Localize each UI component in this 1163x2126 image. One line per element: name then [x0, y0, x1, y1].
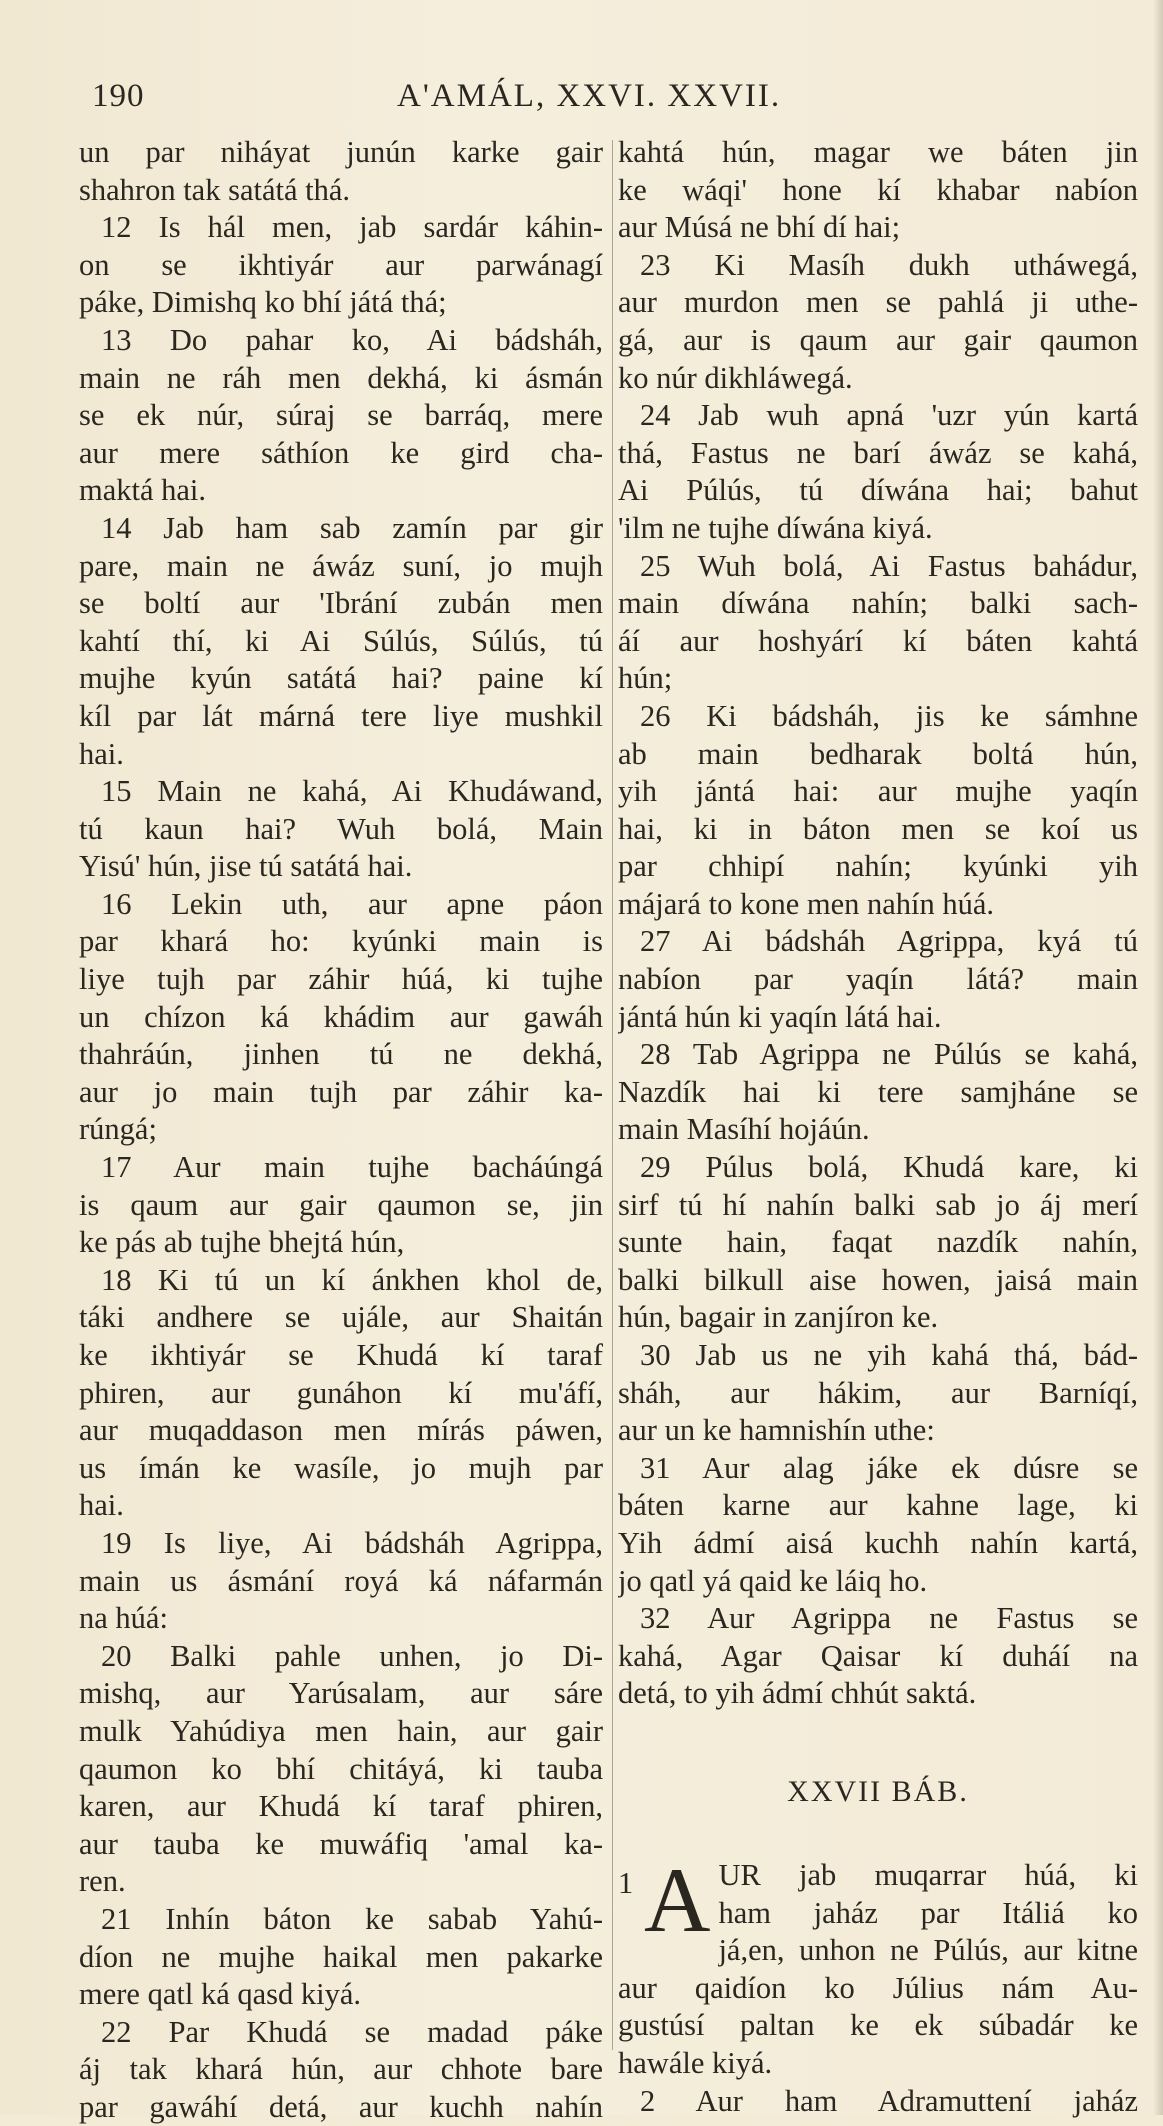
text-line: balki bilkull aise howen, jaisá main — [618, 1262, 1138, 1297]
text-line: nabíon par yaqín látá? main — [618, 962, 1138, 997]
text-line: 21 Inhín báton ke sabab Yahú- — [101, 1901, 603, 1936]
text-line: detá, to yih ádmí chhút saktá. — [618, 1676, 977, 1711]
text-line: 27 Ai bádsháh Agrippa, kyá tú — [640, 924, 1138, 959]
text-line: báten karne aur kahne lage, ki — [618, 1488, 1138, 1523]
text-line: sháh, aur hákim, aur Barníqí, — [618, 1375, 1138, 1410]
left-column — [79, 134, 603, 2126]
text-line: kahtá hún, magar we báten jin — [618, 135, 1138, 169]
text-line: 26 Ki bádsháh, jis ke sámhne — [640, 698, 1138, 733]
text-line: 32 Aur Agrippa ne Fastus se — [640, 1601, 1138, 1636]
text-line: 25 Wuh bolá, Ai Fastus bahádur, — [640, 548, 1138, 583]
text-line: shahron tak satátá thá. — [79, 172, 351, 207]
text-line: Yih ádmí aisá kuchh nahín kartá, — [618, 1525, 1138, 1560]
text-line: Nazdík hai ki tere samjháne se — [618, 1074, 1138, 1109]
text-line: ko núr dikhláwegá. — [618, 360, 853, 395]
text-line: mujhe kyún satátá hai? paine kí — [79, 661, 603, 696]
text-line: main Masíhí hojáún. — [618, 1112, 870, 1147]
text-line: sunte hain, faqat nazdík nahín, — [618, 1225, 1138, 1260]
text-line: aur qaidíon ko Július nám Au- — [618, 1970, 1138, 2005]
text-line: jántá hún ki yaqín látá hai. — [618, 999, 942, 1034]
text-line: 16 Lekin uth, aur apne páon — [101, 886, 603, 921]
column-divider — [612, 140, 613, 2050]
text-line: 15 Main ne kahá, Ai Khudáwand, — [101, 774, 603, 809]
drop-cap-letter: A — [644, 1848, 711, 1951]
text-line: main us ásmání royá ká náfarmán — [79, 1563, 603, 1598]
text-line: 'ilm ne tujhe díwána kiyá. — [618, 510, 933, 545]
text-line: kíl par lát márná tere liye mushkil — [79, 698, 603, 733]
text-line: áí aur hoshyárí kí báten kahtá — [618, 623, 1138, 658]
text-line: un par niháyat junún karke gair — [79, 135, 603, 169]
text-line: jo qatl yá qaid ke láiq ho. — [618, 1563, 928, 1598]
text-line: kahtí thí, ki Ai Súlús, Súlús, tú — [79, 623, 603, 658]
drop-cap — [618, 1848, 711, 1951]
text-line: 31 Aur alag jáke ek dúsre se — [640, 1450, 1138, 1485]
text-line: 14 Jab ham sab zamín par gir — [101, 510, 603, 545]
text-line: qaumon ko bhí chitáyá, ki tauba — [79, 1751, 603, 1786]
text-line: 24 Jab wuh apná 'uzr yún kartá — [640, 398, 1138, 433]
running-head: A'AMÁL, XXVI. XXVII. — [397, 78, 782, 114]
text-line: táki andhere se ujále, aur Shaitán — [79, 1300, 603, 1335]
text-line: díon ne mujhe haikal men pakarke — [79, 1939, 603, 1974]
text-line: 30 Jab us ne yih kahá thá, bád- — [640, 1338, 1138, 1372]
text-line: gá, aur is qaum aur gair qaumon — [618, 322, 1138, 357]
text-line: ke wáqi' hone kí khabar nabíon — [618, 172, 1138, 207]
text-line: tú kaun hai? Wuh bolá, Main — [79, 811, 603, 846]
text-line: 13 Do pahar ko, Ai bádsháh, — [101, 322, 603, 357]
text-line: Yisú' hún, jise tú satátá hai. — [79, 849, 413, 884]
text-line: hai. — [79, 1488, 124, 1523]
text-line: rúngá; — [79, 1112, 157, 1147]
text-line: aur un ke hamnishín uthe: — [618, 1413, 935, 1448]
text-line: liye tujh par záhir húá, ki tujhe — [79, 962, 603, 997]
text-line: na húá: — [79, 1601, 168, 1636]
text-line: 20 Balki pahle unhen, jo Di- — [101, 1638, 603, 1673]
text-line: hún, bagair in zanjíron ke. — [618, 1300, 939, 1335]
text-line: mulk Yahúdiya men hain, aur gair — [79, 1713, 603, 1748]
right-column — [618, 134, 1138, 2120]
text-line: ham jaház par Itáliá ko — [718, 1895, 1138, 1930]
text-line: 12 Is hál men, jab sardár káhin- — [101, 210, 603, 245]
text-line: sirf tú hí nahín balki sab jo áj merí — [618, 1187, 1138, 1222]
text-line: mishq, aur Yarúsalam, aur sáre — [79, 1676, 603, 1711]
page-header — [92, 78, 1092, 128]
text-line: kahá, Agar Qaisar kí duháí na — [618, 1638, 1138, 1673]
text-line: májará to kone men nahín húá. — [618, 886, 995, 921]
text-line: un chízon ká khádim aur gawáh — [79, 999, 603, 1034]
text-line: 18 Ki tú un kí ánkhen khol de, — [101, 1262, 603, 1297]
text-line: aur Músá ne bhí dí hai; — [618, 210, 901, 245]
text-line: aur muqaddason men mírás páwen, — [79, 1413, 603, 1448]
text-line: thá, Fastus ne barí áwáz se kahá, — [618, 435, 1138, 470]
page-edge-shadow — [1153, 0, 1163, 2115]
text-line: aur tauba ke muwáfiq 'amal ka- — [79, 1826, 603, 1861]
text-line: 17 Aur main tujhe bacháúngá — [101, 1150, 603, 1185]
chapter-opening — [618, 1848, 1138, 2120]
text-line: já,en, unhon ne Púlús, aur kitne — [718, 1933, 1138, 1968]
text-line: thahráún, jinhen tú ne dekhá, — [79, 1037, 603, 1072]
text-line: 29 Púlus bolá, Khudá kare, ki — [640, 1150, 1138, 1185]
text-line: hún; — [618, 661, 673, 696]
text-line: us ímán ke wasíle, jo mujh par — [79, 1450, 603, 1485]
text-line: ren. — [79, 1864, 126, 1899]
text-line: hawále kiyá. — [618, 2045, 773, 2080]
text-line: on se ikhtiyár aur parwánagí — [79, 247, 603, 282]
text-line: áj tak khará hún, aur chhote bare — [79, 2052, 603, 2087]
text-line: 2 Aur ham Adramuttení jaház — [640, 2083, 1138, 2118]
text-line: karen, aur Khudá kí taraf phiren, — [79, 1789, 603, 1824]
text-line: 19 Is liye, Ai bádsháh Agrippa, — [101, 1525, 603, 1560]
page-number: 190 — [92, 78, 145, 114]
text-line: 23 Ki Masíh dukh utháwegá, — [640, 247, 1138, 282]
text-line: 28 Tab Agrippa ne Púlús se kahá, — [640, 1037, 1138, 1072]
text-line: mere qatl ká qasd kiyá. — [79, 1977, 362, 2012]
text-line: hai, ki in báton men se koí us — [618, 811, 1138, 846]
chapter-heading: XXVII BÁB. — [787, 1774, 969, 1808]
text-line: main ne ráh men dekhá, ki ásmán — [79, 360, 603, 395]
text-line: phiren, aur gunáhon kí mu'áfí, — [79, 1375, 603, 1410]
text-line: is qaum aur gair qaumon se, jin — [79, 1187, 603, 1222]
text-line: se boltí aur 'Ibrání zubán men — [79, 586, 603, 621]
text-line: par gawáhí detá, aur kuchh nahín — [79, 2089, 603, 2124]
text-line: main díwána nahín; balki sach- — [618, 586, 1138, 621]
text-line: páke, Dimishq ko bhí játá thá; — [79, 285, 447, 320]
text-line: ab main bedharak boltá hún, — [618, 736, 1138, 771]
text-line: maktá hai. — [79, 473, 207, 508]
text-line: Ai Púlús, tú díwána hai; bahut — [618, 473, 1138, 508]
text-line: gustúsí paltan ke ek súbadár ke — [618, 2008, 1138, 2043]
text-line: ke ikhtiyár se Khudá kí taraf — [79, 1338, 603, 1372]
text-line: UR jab muqarrar húá, ki — [718, 1857, 1138, 1892]
text-line: yih jántá hai: aur mujhe yaqín — [618, 774, 1138, 809]
text-line: pare, main ne áwáz suní, jo mujh — [79, 548, 603, 583]
text-line: par khará ho: kyúnki main is — [79, 924, 603, 959]
text-line: par chhipí nahín; kyúnki yih — [618, 849, 1138, 884]
verse-number: 1 — [618, 1865, 634, 1900]
text-line: hai. — [79, 736, 124, 771]
text-line: aur murdon men se pahlá ji uthe- — [618, 285, 1138, 320]
text-line: 22 Par Khudá se madad páke — [101, 2014, 603, 2049]
text-line: se ek núr, súraj se barráq, mere — [79, 398, 603, 433]
text-line: ke pás ab tujhe bhejtá hún, — [79, 1225, 405, 1260]
text-line: aur jo main tujh par záhir ka- — [79, 1074, 603, 1109]
text-line: aur mere sáthíon ke gird cha- — [79, 435, 603, 470]
